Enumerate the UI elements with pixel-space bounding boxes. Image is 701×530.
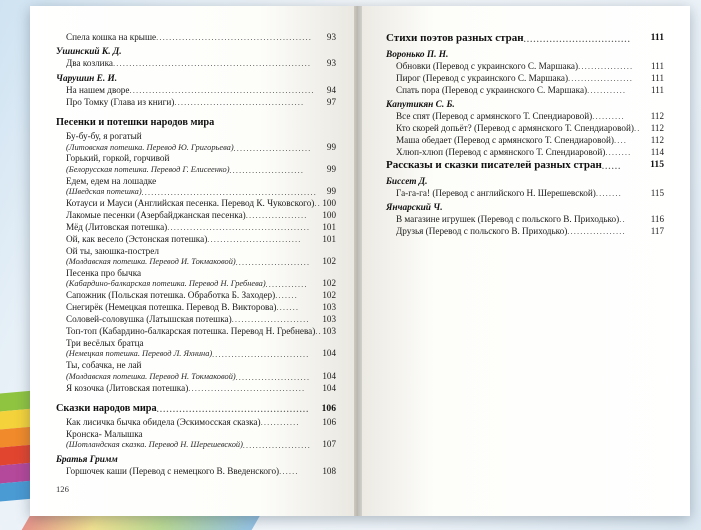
toc-entry-title: В магазине игрушек (Перевод с польского В. Приходько)..: [396, 214, 626, 225]
toc-page-number: 104: [322, 382, 336, 393]
toc-entry-title: Снегирёк (Немецкая потешка. Перевод В. Викторова).......: [66, 302, 300, 313]
toc-page-number: 103: [322, 302, 336, 313]
leader-dots: ..............................: [212, 349, 310, 360]
leader-dots: ..: [314, 198, 321, 209]
toc-page-number: 99: [326, 163, 336, 174]
leader-dots: .......: [275, 290, 298, 301]
toc-entry[interactable]: [56, 198, 336, 209]
toc-entry-title: Мёд (Литовская потешка)............................................: [66, 221, 311, 232]
toc-page-number: 115: [650, 187, 664, 198]
toc-entry-title: Горшочек каши (Перевод с немецкого В. Введенского)......: [66, 465, 299, 476]
toc-entry-title: Кто скорей допьёт? (Перевод с армянского Т. Спендиаровой)..: [396, 123, 641, 134]
leader-dots: .......: [276, 302, 300, 313]
toc-entry[interactable]: [56, 290, 336, 301]
toc-entry[interactable]: [386, 123, 664, 134]
toc-entry-title: Соловей-соловушка (Латышская потешка)........................: [66, 314, 310, 325]
toc-entry-title: Ой, как весело (Эстонская потешка).............................: [66, 233, 302, 244]
toc-entry-title: Кронска- Малышка: [66, 428, 143, 439]
toc-entry-title: Спела кошка на крыше................................................: [66, 32, 313, 42]
toc-entry[interactable]: [386, 226, 664, 237]
toc-page-number: 107: [322, 439, 336, 450]
toc-section-label: Рассказы и сказки писателей разных стран: [386, 158, 602, 171]
leader-dots: ......: [279, 465, 299, 476]
toc-entry-subtitle: (Молдавская потешка. Перевод И. Токмаковой).......................: [66, 257, 311, 268]
toc-entry-title: Три весёлых братца: [66, 337, 144, 348]
toc-author-heading: Капутикян С. Б.: [386, 100, 455, 111]
toc-entry[interactable]: [56, 326, 336, 337]
toc-page-number: 112: [650, 111, 664, 122]
toc-entry-subtitle: (Шотландская сказка. Перевод Н. Шерешевской).....................: [66, 440, 312, 451]
leader-dots: .........................................................: [129, 84, 315, 95]
toc-page-number: 102: [322, 290, 336, 301]
toc-section-label: Песенки и потешки народов мира: [56, 117, 215, 129]
toc-section-label: Стихи поэтов разных стран: [386, 32, 524, 44]
toc-entry[interactable]: [56, 85, 336, 96]
toc-entry-title: Спать пора (Перевод с украинского С. Маршака)............: [396, 84, 627, 95]
page-right: [362, 6, 690, 516]
leader-dots: .......................: [235, 257, 311, 268]
toc-entry-title: Пирог (Перевод с украинского С. Маршака)....................: [396, 72, 634, 83]
leader-dots: .................................: [523, 34, 631, 44]
page-left: [30, 6, 358, 516]
toc-entry[interactable]: [56, 314, 336, 325]
toc-entry[interactable]: [56, 222, 336, 233]
toc-entry[interactable]: [56, 246, 336, 268]
toc-entry-title: На нашем дворе.........................................................: [66, 84, 315, 95]
toc-entry-title: Сапожник (Польская потешка. Обработка Б. Заходер).......: [66, 290, 298, 301]
leader-dots: ..: [315, 326, 322, 337]
toc-page-number: 101: [322, 221, 336, 232]
leader-dots: ...............................................: [156, 403, 310, 414]
leader-dots: ..........: [592, 111, 625, 122]
leader-dots: ....................................: [188, 382, 306, 393]
toc-entry-title: Я козочка (Литовская потешка)....................................: [66, 382, 306, 393]
toc-entry-title: Едем, едем на лошадке: [66, 175, 157, 186]
toc-entry-title: Как лисичка бычка обидела (Эскимосская сказка)............: [66, 416, 300, 427]
toc-page-number: 111: [651, 84, 664, 95]
toc-page-number: 104: [322, 370, 336, 381]
toc-entry[interactable]: [56, 360, 336, 382]
toc-entry[interactable]: [56, 383, 336, 394]
toc-page-number: 99: [326, 141, 336, 152]
open-book: [30, 6, 690, 516]
toc-page-number: 103: [322, 314, 336, 325]
toc-page-number: 108: [322, 465, 336, 476]
book-edge-strip-blue: [0, 481, 34, 502]
toc-page-number: 101: [322, 233, 336, 244]
toc-entry-subtitle: (Кабардино-балкарская потешка. Перевод Н. Гребнева).............: [66, 279, 308, 290]
toc-page-number: 100: [322, 209, 336, 220]
toc-page-number: 106: [321, 402, 336, 414]
toc-entry[interactable]: [56, 153, 336, 175]
toc-page-number: 99: [326, 186, 336, 197]
toc-entry[interactable]: [386, 188, 664, 199]
toc-entry-title: Друзья (Перевод с польского В. Приходько)..................: [396, 226, 626, 237]
leader-dots: .............................: [207, 233, 302, 244]
leader-dots: ........: [595, 187, 622, 198]
toc-page-number: 94: [326, 84, 336, 95]
toc-page-number: 102: [322, 256, 336, 267]
toc-entry[interactable]: [56, 466, 336, 477]
leader-dots: .............: [265, 279, 308, 290]
toc-entry[interactable]: [56, 210, 336, 221]
leader-dots: ........: [605, 146, 632, 157]
leader-dots: ......................................................: [141, 187, 318, 198]
toc-page-number: 93: [326, 58, 336, 69]
toc-page-number: 112: [650, 135, 664, 146]
toc-entry[interactable]: [386, 214, 664, 225]
leader-dots: ....: [613, 135, 627, 146]
toc-entry[interactable]: [56, 97, 336, 108]
toc-page-number: 116: [650, 214, 664, 225]
toc-entry[interactable]: [56, 268, 336, 290]
toc-entry[interactable]: [56, 302, 336, 313]
toc-entry[interactable]: [56, 32, 336, 43]
toc-entry-title: Хлюп-хлюп (Перевод с армянского Т. Спендиаровой)........: [396, 146, 632, 157]
toc-author-heading: Янчарский Ч.: [386, 203, 443, 214]
toc-section-label: Сказки народов мира: [56, 402, 157, 414]
toc-entry[interactable]: [56, 131, 336, 153]
toc-entry-subtitle: (Литовская потешка. Перевод Ю. Григорьева)........................: [66, 142, 312, 153]
toc-entry-subtitle: (Молдавская потешка. Перевод Н. Токмаковой).......................: [66, 371, 311, 382]
toc-author-heading: Чарушин Е. И.: [56, 73, 118, 84]
toc-entry[interactable]: [386, 147, 664, 158]
toc-entry-title: Топ-топ (Кабардино-балкарская потешка. Перевод Н. Гребнева)..: [66, 326, 322, 337]
toc-entry-title: Бу-бу-бу, я рогатый: [66, 131, 142, 142]
toc-entry[interactable]: [386, 135, 664, 146]
page-folio-number: 126: [56, 484, 69, 494]
toc-page-number: 104: [322, 348, 336, 359]
toc-section-heading: [386, 159, 664, 171]
leader-dots: ..................: [567, 226, 626, 237]
toc-section-heading: [56, 403, 336, 414]
leader-dots: .................: [578, 61, 634, 71]
toc-entry-title: Два козлика.............................................................: [66, 58, 312, 69]
leader-dots: ..: [619, 214, 626, 225]
leader-dots: ............: [260, 416, 300, 427]
leader-dots: .......................: [235, 371, 311, 382]
toc-entry[interactable]: [386, 73, 664, 84]
leader-dots: ................................................: [156, 32, 313, 42]
toc-entry-title: Ой ты, заюшка-пострел: [66, 245, 159, 256]
toc-entry[interactable]: [56, 176, 336, 198]
leader-dots: ........................: [231, 314, 310, 325]
toc-entry-title: Обновки (Перевод с украинского С. Маршака).................: [396, 61, 634, 71]
toc-page-number: 111: [650, 32, 664, 43]
toc-entry-subtitle: (Шведская потешка)......................................................: [66, 187, 318, 198]
toc-entry[interactable]: [386, 85, 664, 96]
toc-author-heading: Ушинский К. Д.: [56, 47, 122, 58]
toc-page-number: 111: [651, 61, 664, 71]
toc-page-number: 114: [650, 146, 664, 157]
leader-dots: ............: [587, 84, 627, 95]
toc-entry[interactable]: [386, 61, 664, 72]
toc-page-number: 102: [322, 278, 336, 289]
toc-page-number: 103: [322, 326, 336, 337]
toc-author-heading: Воронько П. Н.: [386, 50, 449, 60]
toc-entry-title: Маша обедает (Перевод с армянского Т. Спендиаровой)....: [396, 135, 627, 146]
leader-dots: .............................................................: [112, 58, 312, 69]
leader-dots: ........................................: [174, 96, 305, 107]
toc-page-number: 112: [650, 123, 664, 134]
toc-entry-title: Песенка про бычка: [66, 268, 142, 278]
toc-page-number: 117: [650, 226, 664, 237]
toc-section-heading: [56, 117, 336, 128]
toc-entry-title: Лакомые песенки (Азербайджанская песенка)...................: [66, 209, 308, 220]
leader-dots: ...................: [245, 209, 308, 220]
toc-page-number: 111: [651, 72, 664, 83]
toc-entry-subtitle: (Немецкая потешка. Перевод Л. Яхнина)..............................: [66, 349, 310, 360]
leader-dots: ............................................: [167, 221, 311, 232]
toc-entry-title: Ты, собачка, не лай: [66, 360, 142, 371]
toc-page-number: 106: [322, 416, 336, 427]
toc-entry[interactable]: [56, 338, 336, 360]
toc-author-heading: Братья Гримм: [56, 454, 118, 465]
toc-section-heading: [386, 32, 664, 44]
toc-page-number: 100: [322, 198, 336, 209]
toc-entry[interactable]: [56, 429, 336, 451]
toc-page-number: 93: [326, 32, 336, 42]
leader-dots: ....................: [568, 72, 634, 83]
toc-entry[interactable]: [56, 58, 336, 69]
toc-author-heading: Биссет Д.: [386, 176, 428, 187]
toc-entry-title: Га-га-га! (Перевод с английского Н. Шерешевской)........: [396, 187, 622, 198]
leader-dots: .....................: [242, 440, 312, 451]
toc-entry[interactable]: [386, 111, 664, 122]
toc-entry-title: Про Томку (Глава из книги)........................................: [66, 96, 305, 107]
toc-entry-title: Все спят (Перевод с армянского Т. Спендиаровой)..........: [396, 111, 625, 122]
toc-page-number: 115: [650, 158, 664, 170]
leader-dots: ........................: [233, 142, 312, 153]
toc-entry[interactable]: [56, 234, 336, 245]
toc-entry[interactable]: [56, 417, 336, 428]
leader-dots: .......................: [229, 164, 305, 175]
leader-dots: ..: [633, 123, 641, 134]
toc-entry-title: Котауси и Мауси (Английская песенка. Перевод К. Чуковского)..: [66, 198, 321, 209]
toc-entry-title: Горький, горкой, горчивой: [66, 153, 170, 164]
toc-page-number: 97: [326, 96, 336, 107]
toc-entry-subtitle: (Белорусская потешка. Перевод Г. Елисеенко).......................: [66, 164, 305, 175]
leader-dots: ......: [601, 160, 622, 171]
